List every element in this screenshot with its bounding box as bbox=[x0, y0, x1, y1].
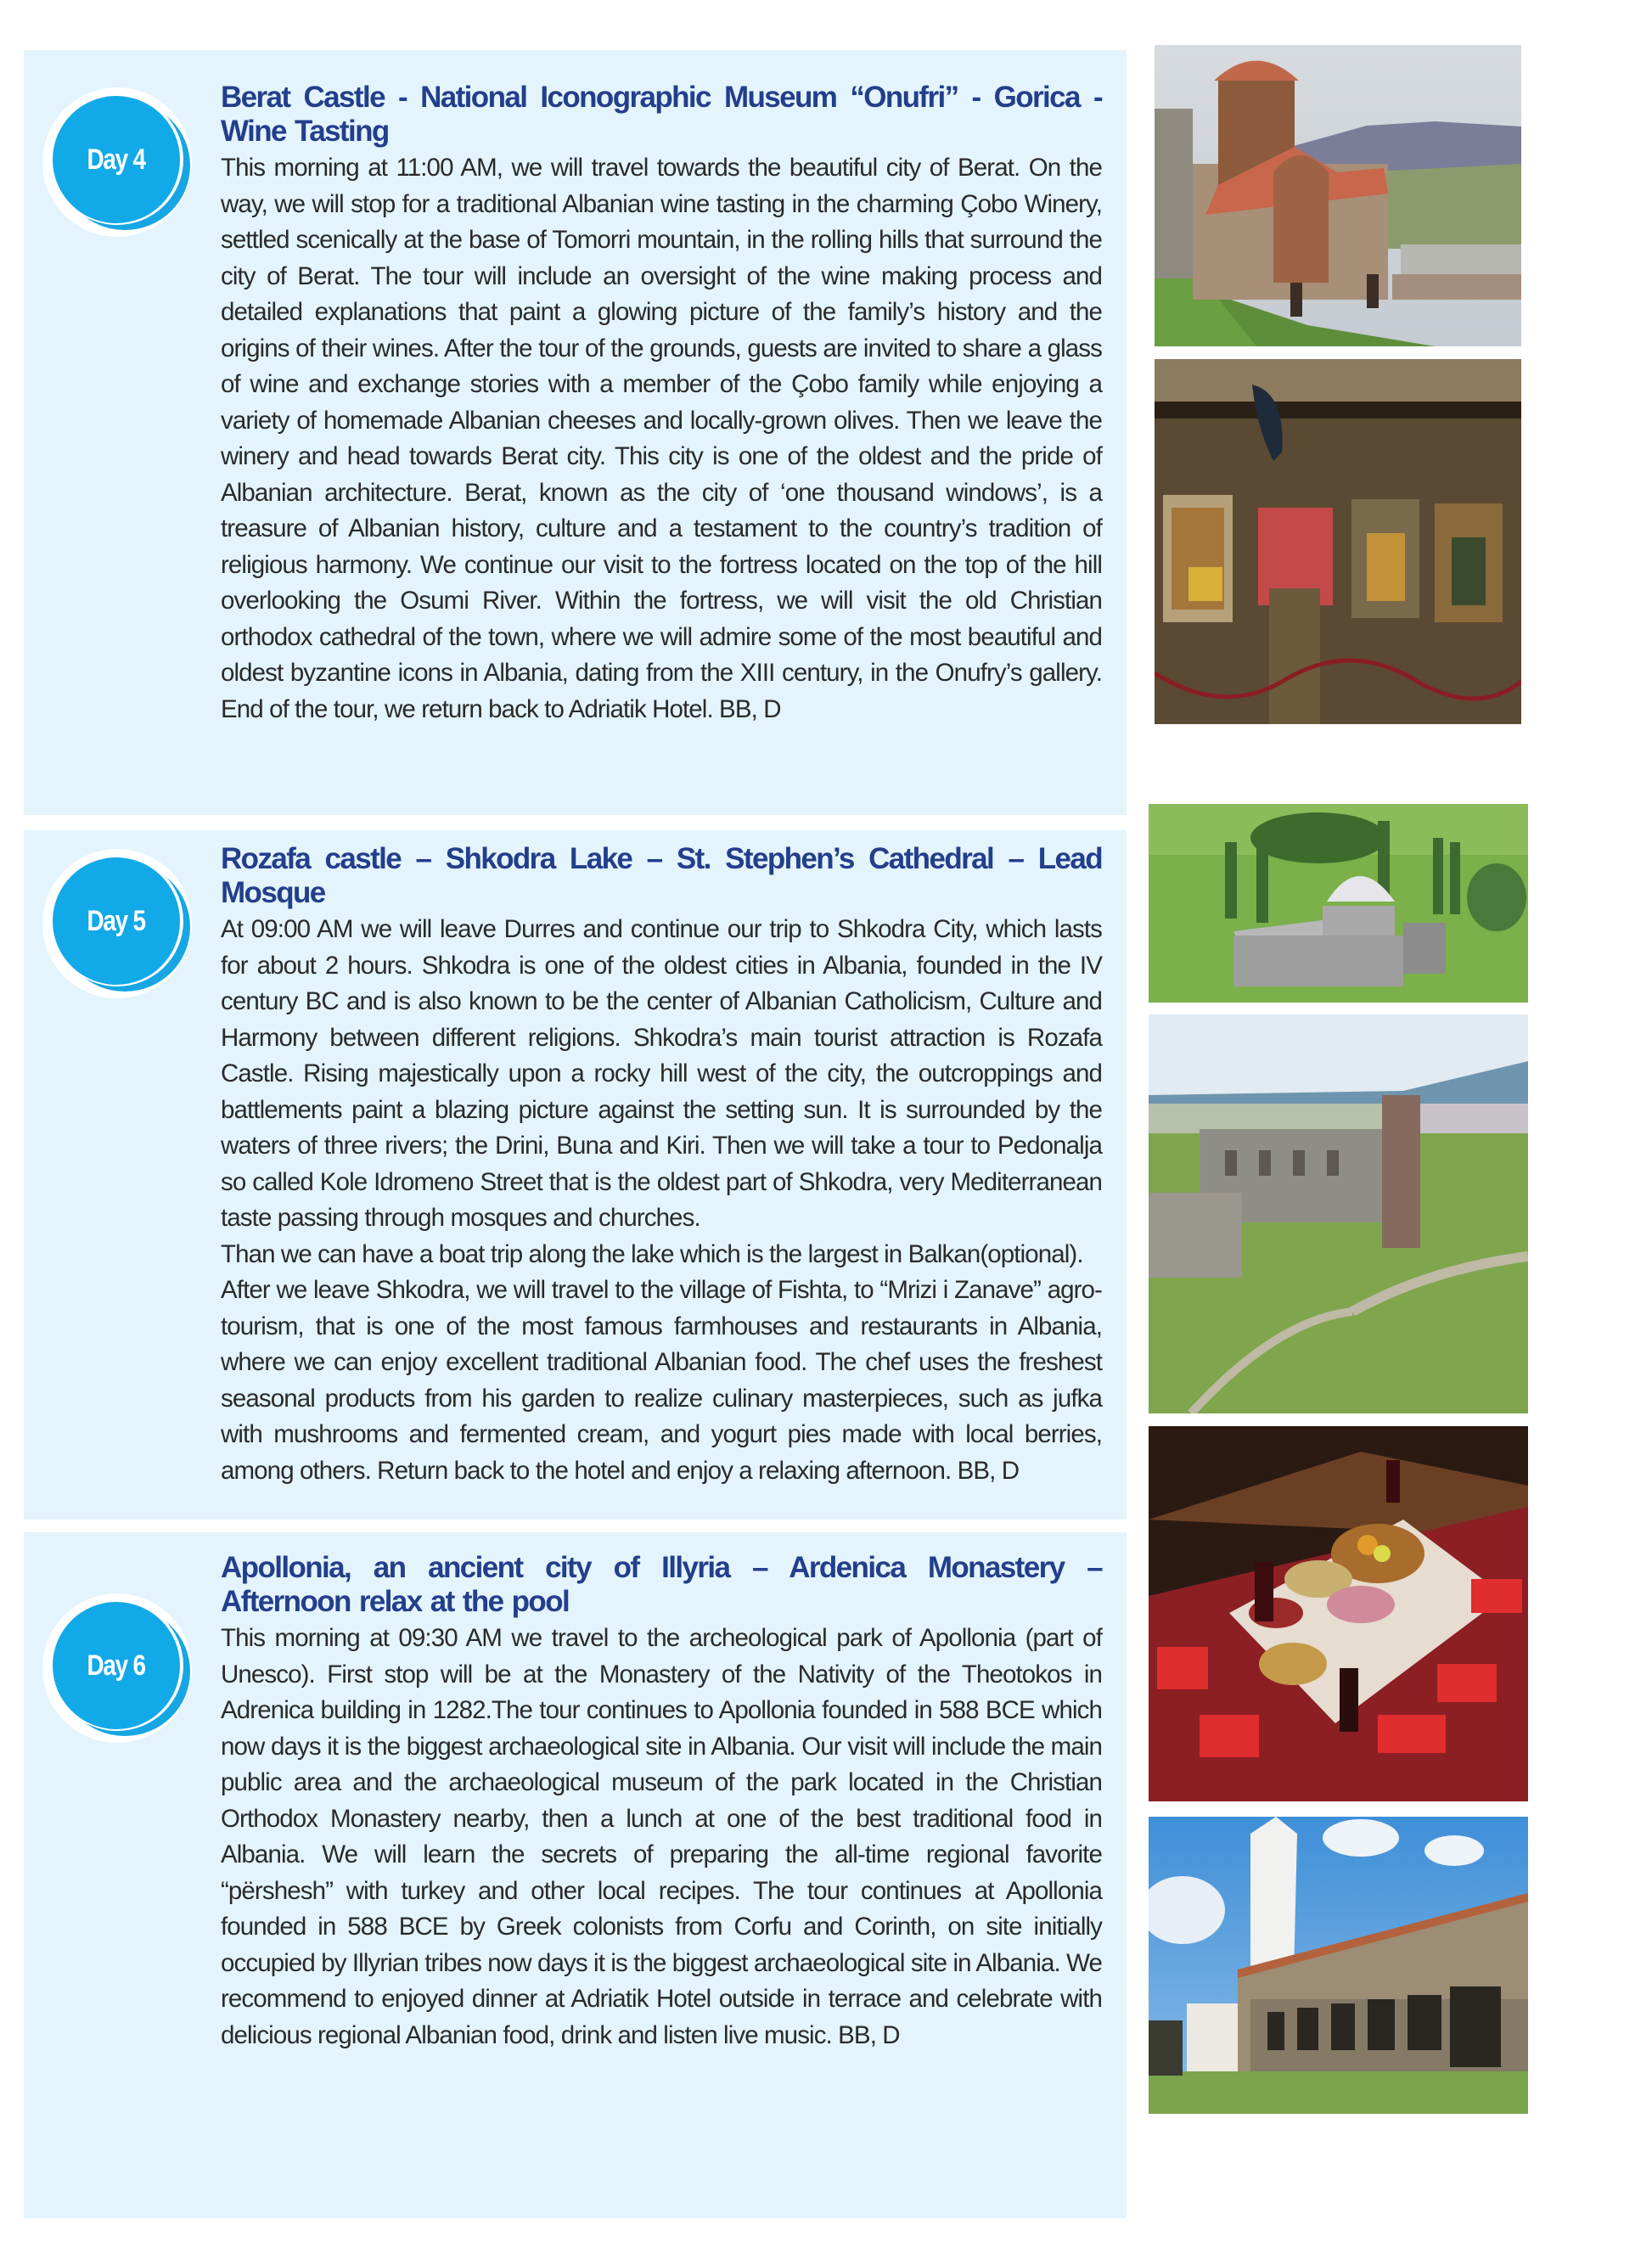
paragraph: This morning at 11:00 AM, we will travel towards the beautiful city of Berat. On the way, we will stop for a traditional Albanian wine tasting in the charming Çobo Winery, settled scenically at the base of Tomorri mountain, in the rolling hills that surround the city of Berat. The tour will include an oversight of the wine making process and detailed explanations that paint a glowing picture of the family’s history and the origins of their wines. After the tour of the grounds, guests are invited to share a glass of wine and exchange stories with a member of the Çobo family while enjoying a variety of homemade Albanian cheeses and locally-grown olives. Then we leave the winery and head towards Berat city. This city is one of the oldest and the pride of Albanian architecture. Berat, known as the city of ‘one thousand windows’, is a treasure of Albanian history, culture and a testament to the country’s tradition of religious harmony. We continue our visit to the fortress located on the top of the hill overlooking the Osumi River. Within the fortress, we will visit the old Christian orthodox cathedral of the town, where we will admire some of the most beautiful and oldest byzantine icons in Albania, dating from the XIII century, in the Onufry’s gallery. End of the tour, we return back to Adriatik Hotel. BB, D bbox=[221, 154, 1102, 723]
paragraph: At 09:00 AM we will leave Durres and continue our trip to Shkodra City, which lasts for about 2 hours. Shkodra is one of the oldest cities in Albania, founded in the IV century BC and is also known to be the center of Albanian Catholicism, Culture and Harmony between different religions. Shkodra’s main tourist attraction is Rozafa Castle. Rising majestically upon a rocky hill west of the city, the outcroppings and battlements paint a blazing picture against the setting sun. It is surrounded by the waters of three rivers; the Drini, Buna and Kiri. Then we will take a tour to Pedonalja so called Kole Idromeno Street that is the oldest part of Shkodra, very Mediterranean taste passing through mosques and churches. bbox=[221, 915, 1102, 1232]
day-5-panel bbox=[24, 830, 1127, 1520]
day-badge bbox=[42, 1593, 192, 1743]
badge-circle bbox=[53, 96, 180, 223]
day-badge-label: Day 4 bbox=[87, 143, 146, 176]
photo-dinner-table bbox=[1149, 1426, 1528, 1801]
photo-iconostasis bbox=[1155, 359, 1521, 724]
day-content bbox=[221, 81, 1102, 728]
day-title: Rozafa castle – Shkodra Lake – St. Stephen’s Cathedral – Lead Mosque bbox=[221, 842, 1102, 909]
photo-lead-mosque bbox=[1149, 804, 1528, 1003]
day-description bbox=[221, 150, 1102, 728]
day-4-panel bbox=[24, 50, 1127, 815]
photo-ardenica-monastery bbox=[1149, 1817, 1528, 2114]
day-content bbox=[221, 1551, 1102, 2054]
day-description bbox=[221, 1621, 1102, 2054]
day-badge bbox=[42, 87, 192, 237]
day-description bbox=[221, 912, 1102, 1489]
day-badge-label: Day 5 bbox=[87, 904, 146, 937]
monastery-image bbox=[1149, 1817, 1528, 2114]
day-title: Berat Castle - National Iconographic Museum “Onufri” - Gorica - Wine Tasting bbox=[221, 81, 1102, 148]
mosque-image bbox=[1149, 804, 1528, 1003]
badge-circle bbox=[53, 1602, 180, 1729]
photo-rozafa-castle bbox=[1149, 1014, 1528, 1413]
iconostasis-image bbox=[1155, 359, 1521, 724]
paragraph: After we leave Shkodra, we will travel to the village of Fishta, to “Mrizi i Zanave” agro-tourism, that is one of the most famous farmhouses and restaurants in Albania, where we can enjoy excellent traditional Albanian food. The chef uses the freshest seasonal products from his garden to realize culinary masterpieces, such as jufka with mushrooms and fermented cream, and yogurt pies made with local berries, among others. Return back to the hotel and enjoy a relaxing afternoon. BB, D bbox=[221, 1276, 1102, 1485]
church-hill-image bbox=[1155, 45, 1521, 346]
castle-image bbox=[1149, 1014, 1528, 1413]
photo-berat-church bbox=[1155, 45, 1521, 346]
badge-circle bbox=[53, 857, 180, 985]
day-title: Apollonia, an ancient city of Illyria – Ardenica Monastery – Afternoon relax at the pool bbox=[221, 1551, 1102, 1618]
day-badge-label: Day 6 bbox=[87, 1649, 146, 1682]
day-content bbox=[221, 842, 1102, 1489]
day-6-panel bbox=[24, 1532, 1127, 2218]
paragraph: Than we can have a boat trip along the lake which is the largest in Balkan(optional). bbox=[221, 1239, 1083, 1268]
dinner-table-image bbox=[1149, 1426, 1528, 1801]
paragraph: This morning at 09:30 AM we travel to the archeological park of Apollonia (part of Unesco). First stop will be at the Monastery of the Nativity of the Theotokos in Adrenica building in 1282.The tour continues to Apollonia founded in 588 BCE which now days it is the biggest archaeological site in Albania. Our visit will include the main public area and the archaeological museum of the park located in the Christian Orthodox Monastery nearby, then a lunch at one of the best traditional food in Albania. We will learn the secrets of preparing the all-time regional favorite “përshesh” with turkey and other local recipes. The tour continues at Apollonia founded in 588 BCE by Greek colonists from Corfu and Corinth, on site initially occupied by Illyrian tribes now days it is the biggest archaeological site in Albania. We recommend to enjoyed dinner at Adriatik Hotel outside in terrace and celebrate with delicious regional Albanian food, drink and listen live music. BB, D bbox=[221, 1624, 1102, 2049]
day-badge bbox=[42, 849, 192, 998]
